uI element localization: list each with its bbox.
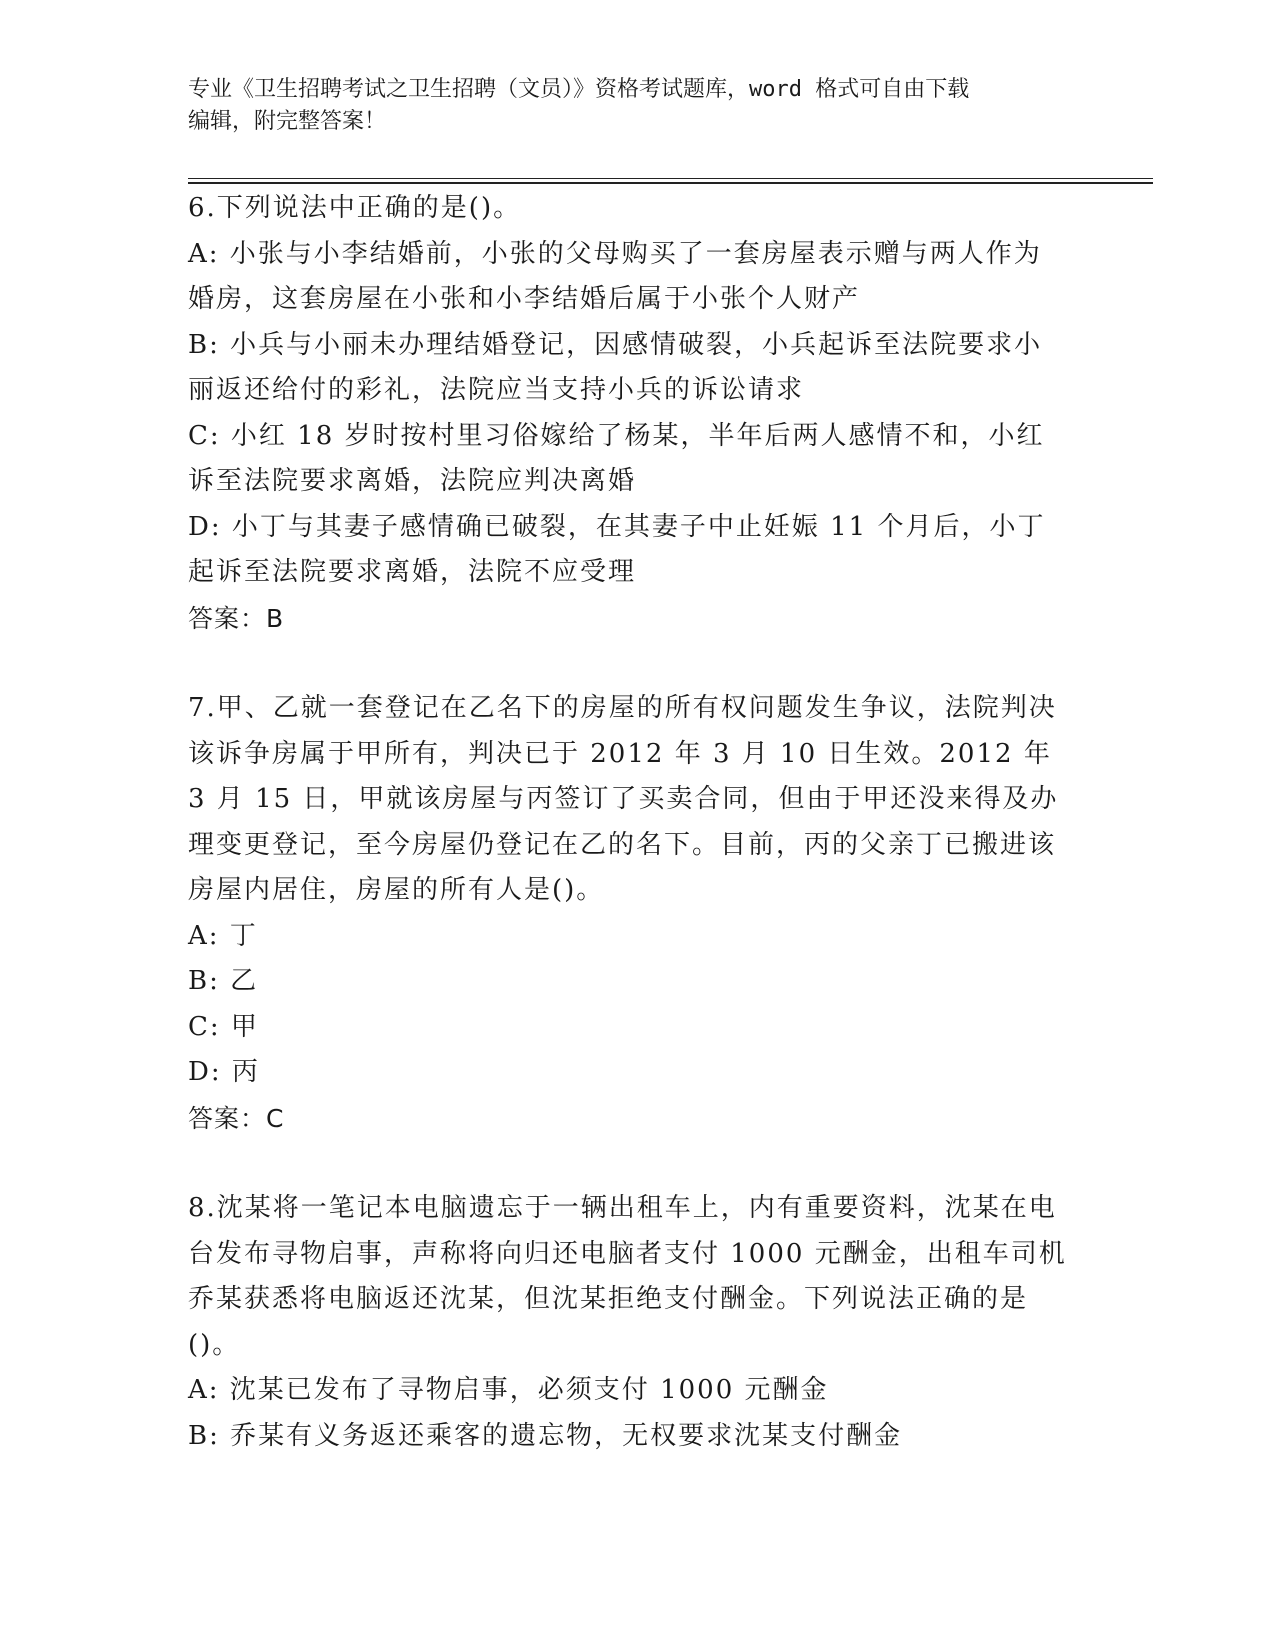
header-line-1: 专业《卫生招聘考试之卫生招聘（文员）》资格考试题库，word 格式可自由下载 — [188, 77, 970, 102]
header-divider-thick — [188, 182, 1153, 184]
option-a: A: 沈某已发布了寻物启事，必须支付 1000 元酬金 — [188, 1375, 829, 1405]
question-stem: 6.下列说法中正确的是()。 — [188, 193, 522, 223]
option-a: A: 小张与小李结婚前，小张的父母购买了一套房屋表示赠与两人作为婚房，这套房屋在小张和小李结婚后属于小张个人财产 — [188, 238, 1042, 314]
answer-label: 答案：B — [188, 603, 285, 633]
question-stem: 8.沈某将一笔记本电脑遗忘于一辆出租车上，内有重要资料，沈某在电台发布寻物启事，声称将向归还电脑者支付 1000 元酬金，出租车司机乔某获悉将电脑返还沈某，但沈某拒绝支付酬金。下列说法正确的是()。 — [188, 1193, 1067, 1360]
question-7 — [188, 686, 1068, 1141]
option-d: D: 丙 — [188, 1057, 260, 1087]
question-stem: 7.甲、乙就一套登记在乙名下的房屋的所有权问题发生争议，法院判决该诉争房属于甲所有，判决已于 2012 年 3 月 10 日生效。2012 年 3 月 15 日，甲就该房屋与丙签订了买卖合同，但由于甲还没来得及办理变更登记，至今房屋仍登记在乙的名下。目前，丙的父亲丁已搬进该房屋内居住，房屋的所有人是()。 — [188, 693, 1059, 905]
option-d: D: 小丁与其妻子感情确已破裂，在其妻子中止妊娠 11 个月后，小丁起诉至法院要求离婚，法院不应受理 — [188, 511, 1046, 587]
answer-label: 答案：C — [188, 1103, 285, 1133]
header-line-2: 编辑，附完整答案！ — [188, 109, 387, 134]
question-6 — [188, 186, 1068, 641]
question-list — [188, 186, 1068, 1459]
option-b: B: 小兵与小丽未办理结婚登记，因感情破裂，小兵起诉至法院要求小丽返还给付的彩礼，法院应当支持小兵的诉讼请求 — [188, 329, 1043, 405]
question-8 — [188, 1186, 1068, 1459]
header-divider-thin — [188, 178, 1153, 179]
page-header — [188, 74, 1088, 138]
option-b: B: 乙 — [188, 966, 259, 996]
option-c: C: 甲 — [188, 1011, 259, 1042]
option-c: C: 小红 18 岁时按村里习俗嫁给了杨某，半年后两人感情不和，小红诉至法院要求离婚，法院应判决离婚 — [188, 420, 1045, 496]
option-a: A: 丁 — [188, 920, 258, 951]
option-b: B: 乔某有义务返还乘客的遗忘物，无权要求沈某支付酬金 — [188, 1420, 903, 1451]
